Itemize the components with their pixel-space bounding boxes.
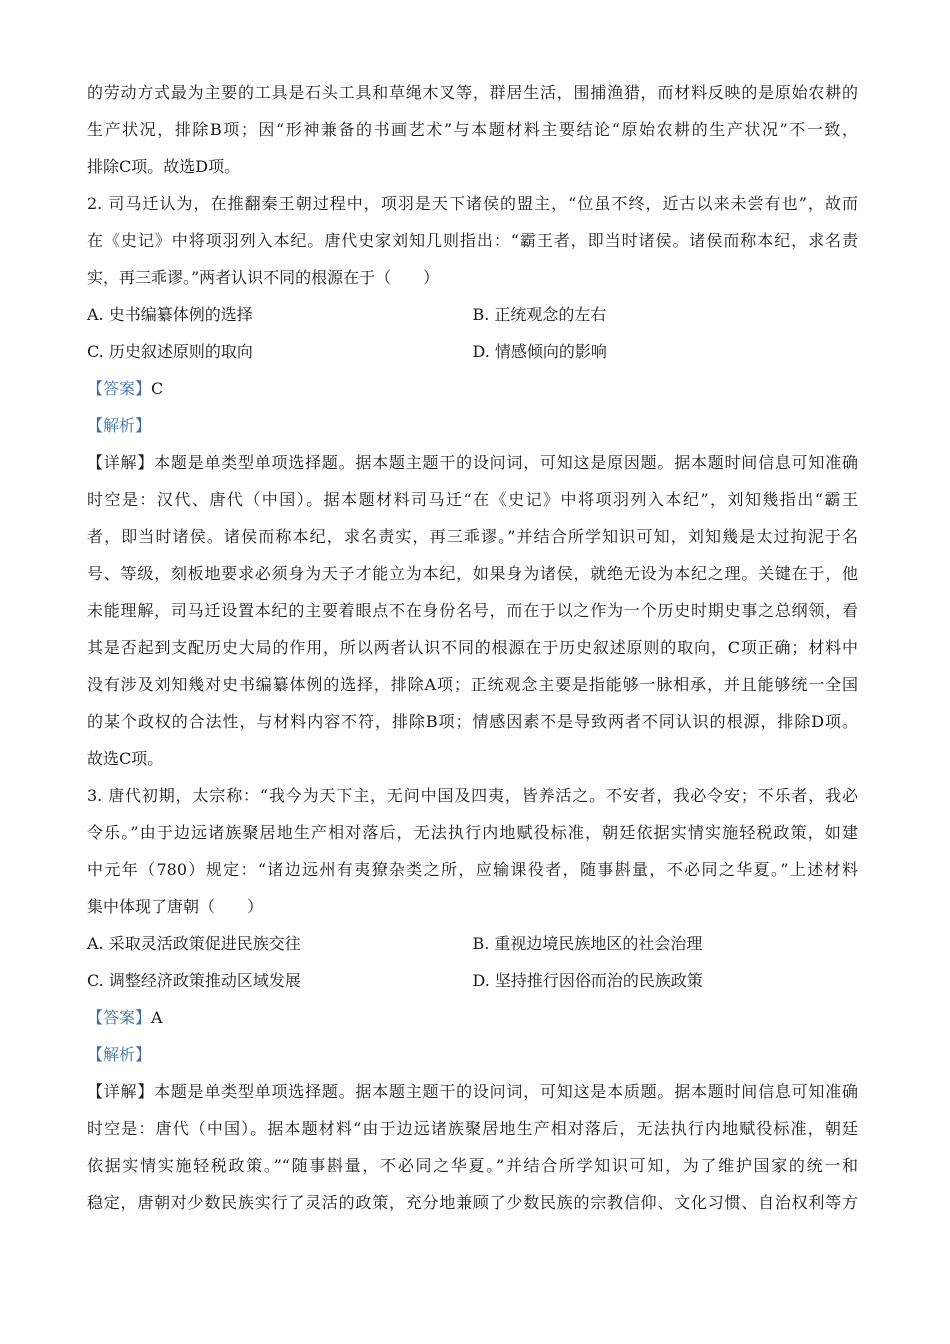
detail-line: 未能理解，司马迁设置本纪的主要着眼点不在身份名号，而在于以之作为一个历史时期史事之总纲领，看 [87,601,858,620]
option-d: D. 坚持推行因俗而治的民族政策 [472,971,703,990]
answer-tag: 【答案】 [87,379,152,398]
answer-value: A [151,1008,163,1027]
analysis-tag: 【解析】 [87,416,152,435]
question-stem-line: 集中体现了唐朝（ ） [87,897,264,916]
option-b: B. 正统观念的左右 [472,305,607,324]
options-row [87,925,858,962]
detail-text: 本题是单类型单项选择题。据本题主题干的设问词，可知这是本质题。据本题时间信息可知准确 [154,1082,858,1101]
question-stem-line: 令乐。”由于边远诸族聚居地生产相对落后，无法执行内地赋役标准，朝廷依据实情实施轻税政策，如建 [87,823,858,842]
detail-tag: 【详解】 [87,1082,155,1101]
analysis-tag: 【解析】 [87,1045,152,1064]
analysis-heading [87,407,858,444]
text-line: 排除C项。故选D项。 [87,157,241,176]
options-row [87,962,858,999]
option-b: B. 重视边境民族地区的社会治理 [472,934,703,953]
answer-line [87,370,858,407]
q1-analysis-tail [87,74,858,185]
detail-tag: 【详解】 [87,453,155,472]
option-a: A. 史书编纂体例的选择 [87,305,253,324]
option-c: C. 历史叙述原则的取向 [87,342,253,361]
option-d: D. 情感倾向的影响 [472,342,607,361]
answer-tag: 【答案】 [87,1008,152,1027]
document-page [87,74,858,1221]
detail-line: 依据实情实施轻税政策。”“随事斟量，不必同之华夏。”并结合所学知识可知，为了维护国家的统一和 [87,1156,858,1175]
options-row [87,296,858,333]
detail-line: 没有涉及刘知幾对史书编纂体例的选择，排除A项；正统观念主要是指能够一脉相承，并且能够统一全国 [87,675,858,694]
detail-line: 其是否起到支配历史大局的作用，所以两者认识不同的根源在于历史叙述原则的取向，C项正确；材料中 [87,638,858,657]
question-stem-line: 中元年（780）规定：“诸边远州有夷獠杂类之所，应输课役者，随事斟量，不必同之华夏。”上述材料 [87,860,858,879]
question-3 [87,777,858,1221]
question-stem-line: 在《史记》中将项羽列入本纪。唐代史家刘知几则指出：“霸王者，即当时诸侯。诸侯而称本纪，求名责 [87,231,858,250]
question-2 [87,185,858,777]
text-line: 的劳动方式最为主要的工具是石头工具和草绳木叉等，群居生活，围捕渔猎，而材料反映的是原始农耕的 [87,83,858,102]
answer-line [87,999,858,1036]
detail-line [87,444,858,481]
detail-text: 本题是单类型单项选择题。据本题主题干的设问词，可知这是原因题。据本题时间信息可知准确 [154,453,858,472]
analysis-heading [87,1036,858,1073]
options-row [87,333,858,370]
answer-value: C [151,379,164,398]
detail-line: 时空是：汉代、唐代（中国）。据本题材料司马迁“在《史记》中将项羽列入本纪”，刘知幾指出“霸王 [87,490,858,509]
question-stem-line: 实，再三乖谬。”两者认识不同的根源在于（ ） [87,268,440,287]
option-a: A. 采取灵活政策促进民族交往 [87,934,301,953]
detail-line: 故选C项。 [87,749,164,768]
question-stem-line: 2. 司马迁认为，在推翻秦王朝过程中，项羽是天下诸侯的盟主，“位虽不终，近古以来未尝有也”，故而 [87,194,858,213]
detail-line: 的某个政权的合法性，与材料内容不符，排除B项；情感因素不是导致两者不同认识的根源，排除D项。 [87,712,858,731]
option-c: C. 调整经济政策推动区域发展 [87,971,301,990]
detail-line: 者，即当时诸侯。诸侯而称本纪，求名责实，再三乖谬。”并结合所学知识可知，刘知幾是太过拘泥于名 [87,527,858,546]
detail-line: 时空是：唐代（中国）。据本题材料“由于边远诸族聚居地生产相对落后，无法执行内地赋役标准，朝廷 [87,1119,858,1138]
detail-line: 稳定，唐朝对少数民族实行了灵活的政策，充分地兼顾了少数民族的宗教信仰、文化习惯、自治权利等方 [87,1193,858,1212]
detail-line [87,1073,858,1110]
text-line: 生产状况，排除B项；因“形神兼备的书画艺术”与本题材料主要结论“原始农耕的生产状况”不一致， [87,120,858,139]
detail-line: 号、等级，刻板地要求必须身为天子才能立为本纪，如果身为诸侯，就绝无设为本纪之理。关键在于，他 [87,564,858,583]
question-stem-line: 3. 唐代初期，太宗称：“我今为天下主，无问中国及四夷，皆养活之。不安者，我必令安；不乐者，我必 [87,786,858,805]
